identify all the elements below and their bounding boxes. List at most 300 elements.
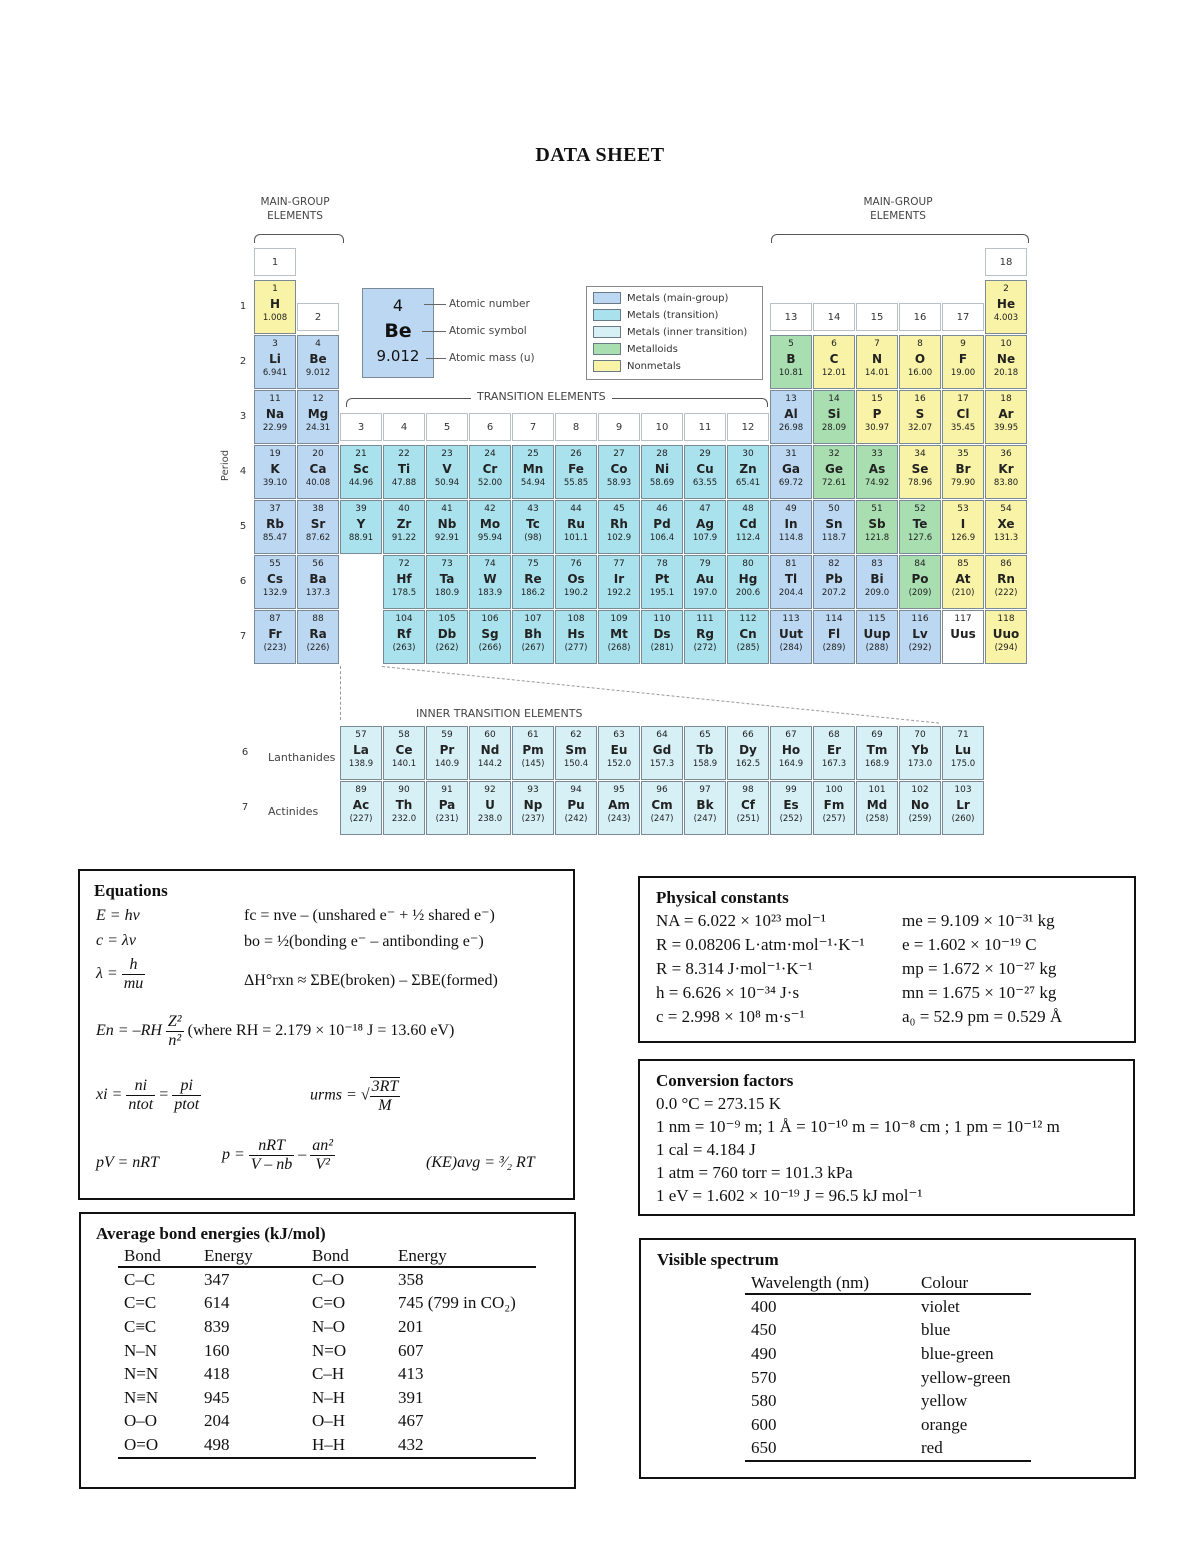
key-atomic-symbol: Be — [384, 320, 412, 342]
element-atomic-symbol: Hs — [567, 627, 585, 641]
table-cell: yellow-green — [921, 1367, 1011, 1387]
element-cell-cr — [469, 445, 511, 499]
element-atomic-symbol: Db — [437, 627, 457, 641]
element-cell-np — [512, 781, 554, 835]
element-atomic-number: 78 — [656, 559, 668, 569]
element-atomic-mass: 47.88 — [391, 478, 417, 488]
equation-lhs: λ = — [96, 965, 118, 983]
element-cell-u — [469, 781, 511, 835]
element-cell-rg — [684, 610, 726, 664]
element-atomic-symbol: Th — [395, 798, 413, 812]
element-atomic-number: 5 — [788, 339, 794, 349]
element-atomic-number: 114 — [825, 614, 843, 624]
element-atomic-symbol: Nd — [480, 743, 500, 757]
element-atomic-mass: 74.92 — [864, 478, 890, 488]
element-atomic-symbol: V — [442, 462, 452, 476]
element-atomic-symbol: Zr — [396, 517, 412, 531]
element-atomic-mass: 168.9 — [864, 759, 890, 769]
element-cell-ni — [641, 445, 683, 499]
element-atomic-mass: 30.97 — [864, 423, 890, 433]
element-atomic-number: 8 — [917, 339, 923, 349]
table-cell: 432 — [392, 1433, 536, 1458]
group-number: 11 — [684, 413, 726, 441]
element-atomic-number: 10 — [1000, 339, 1012, 349]
element-atomic-number: 63 — [613, 730, 625, 740]
element-cell-mg — [297, 390, 339, 444]
equation-kinetic-energy: (KE)avg = ³⁄₂ RT — [426, 1154, 535, 1171]
element-atomic-number: 42 — [484, 504, 496, 514]
element-atomic-number: 88 — [312, 614, 324, 624]
element-cell-n — [856, 335, 898, 389]
actinides-label: Actinides — [268, 805, 319, 818]
group-number: 6 — [469, 413, 511, 441]
constant-elementary-charge: e = 1.602 × 10⁻¹⁹ C — [902, 935, 1037, 954]
element-cell-ga — [770, 445, 812, 499]
element-atomic-number: 30 — [742, 449, 754, 459]
equation-van-der-waals — [222, 1137, 335, 1174]
element-atomic-mass: 132.9 — [262, 588, 288, 598]
element-atomic-mass: 88.91 — [348, 533, 374, 543]
table-row — [745, 1437, 1031, 1462]
element-atomic-mass: (98) — [524, 533, 542, 543]
element-atomic-mass: 112.4 — [735, 533, 761, 543]
column-header: Colour — [915, 1273, 1031, 1294]
element-atomic-mass: 101.1 — [563, 533, 589, 543]
element-atomic-symbol: Cd — [739, 517, 757, 531]
element-cell-md — [856, 781, 898, 835]
element-atomic-number: 64 — [656, 730, 668, 740]
element-atomic-number: 70 — [914, 730, 926, 740]
element-atomic-symbol: I — [960, 517, 966, 531]
legend-swatch — [593, 292, 621, 304]
table-cell: 580 — [751, 1391, 777, 1411]
equation-lhs: urms = — [310, 1086, 357, 1104]
element-atomic-number: 7 — [874, 339, 880, 349]
element-cell-ho — [770, 726, 812, 780]
element-cell-ds — [641, 610, 683, 664]
key-atomic-number: 4 — [392, 296, 404, 315]
element-atomic-number: 44 — [570, 504, 582, 514]
element-atomic-mass: 164.9 — [778, 759, 804, 769]
visible-spectrum-title: Visible spectrum — [657, 1250, 779, 1269]
element-atomic-number: 96 — [656, 785, 668, 795]
element-cell-h — [254, 280, 296, 334]
period-number: 3 — [239, 411, 247, 422]
table-cell: 650 — [745, 1437, 915, 1462]
element-atomic-mass: 121.8 — [864, 533, 890, 543]
legend-label: Nonmetals — [627, 361, 681, 372]
element-cell-co — [598, 445, 640, 499]
element-cell-hf — [383, 555, 425, 609]
element-atomic-number: 118 — [997, 614, 1015, 624]
fraction: $\frac{\text{nRT}}{V - nb}$ — [250, 1137, 293, 1173]
element-atomic-symbol: Am — [608, 798, 630, 812]
element-atomic-symbol: Zn — [739, 462, 757, 476]
element-cell-hs — [555, 610, 597, 664]
table-cell: 490 — [751, 1343, 777, 1363]
equation-ideal-gas: pV = nRT — [96, 1154, 159, 1171]
element-atomic-mass: 102.9 — [606, 533, 632, 543]
element-atomic-number: 81 — [785, 559, 797, 569]
element-cell-pb — [813, 555, 855, 609]
element-atomic-symbol: Cm — [651, 798, 673, 812]
conversion-factors-box — [638, 1059, 1135, 1216]
element-atomic-mass: (268) — [607, 643, 631, 653]
element-atomic-mass: 54.94 — [520, 478, 546, 488]
element-atomic-symbol: Hg — [738, 572, 758, 586]
element-cell-s — [899, 390, 941, 444]
element-atomic-number: 62 — [570, 730, 582, 740]
element-cell-au — [684, 555, 726, 609]
element-atomic-symbol: Se — [911, 462, 929, 476]
element-atomic-symbol: Ra — [309, 627, 327, 641]
element-atomic-number: 35 — [957, 449, 969, 459]
element-cell-mt — [598, 610, 640, 664]
element-cell-dy — [727, 726, 769, 780]
element-cell-cn — [727, 610, 769, 664]
element-cell-b — [770, 335, 812, 389]
element-cell-br — [942, 445, 984, 499]
element-atomic-mass: 39.10 — [262, 478, 288, 488]
element-atomic-symbol: Rb — [266, 517, 284, 531]
element-atomic-symbol: In — [784, 517, 798, 531]
element-atomic-mass: (243) — [607, 814, 631, 824]
element-atomic-symbol: Pm — [522, 743, 544, 757]
element-atomic-number: 21 — [355, 449, 367, 459]
element-atomic-symbol: Ca — [309, 462, 327, 476]
element-atomic-mass: 22.99 — [262, 423, 288, 433]
element-atomic-number: 41 — [441, 504, 453, 514]
element-atomic-mass: (210) — [951, 588, 975, 598]
element-atomic-symbol: Pr — [439, 743, 455, 757]
element-atomic-symbol: P — [872, 407, 882, 421]
element-atomic-symbol: Fm — [823, 798, 845, 812]
element-atomic-number: 11 — [269, 394, 281, 404]
element-cell-db — [426, 610, 468, 664]
column-header: Energy — [392, 1246, 536, 1267]
element-atomic-symbol: Ti — [397, 462, 411, 476]
element-atomic-symbol: Ba — [309, 572, 327, 586]
element-atomic-mass: (257) — [822, 814, 846, 824]
main-group-brace-right — [771, 234, 1029, 243]
element-atomic-number: 53 — [957, 504, 969, 514]
element-atomic-mass: 24.31 — [305, 423, 331, 433]
element-cell-rn — [985, 555, 1027, 609]
element-atomic-mass: (294) — [994, 643, 1018, 653]
element-atomic-number: 3 — [272, 339, 278, 349]
element-atomic-symbol: Eu — [610, 743, 628, 757]
element-atomic-symbol: Ge — [825, 462, 843, 476]
element-cell-nd — [469, 726, 511, 780]
element-atomic-number: 76 — [570, 559, 582, 569]
group-number: 15 — [856, 303, 898, 331]
element-atomic-mass: 69.72 — [778, 478, 804, 488]
element-atomic-number: 109 — [610, 614, 628, 624]
group-number: 1 — [254, 248, 296, 276]
element-atomic-number: 74 — [484, 559, 496, 569]
legend-item — [593, 343, 678, 355]
table-cell: C≡C — [124, 1316, 157, 1336]
element-atomic-number: 6 — [831, 339, 837, 349]
element-atomic-symbol: Re — [524, 572, 542, 586]
element-atomic-mass: 238.0 — [477, 814, 503, 824]
group-number: 7 — [512, 413, 554, 441]
element-atomic-number: 69 — [871, 730, 883, 740]
element-atomic-number: 48 — [742, 504, 754, 514]
element-cell-pu — [555, 781, 597, 835]
element-atomic-number: 77 — [613, 559, 625, 569]
element-atomic-number: 79 — [699, 559, 711, 569]
group-number: 2 — [297, 303, 339, 331]
element-atomic-symbol: Lr — [956, 798, 970, 812]
legend-label: Metals (inner transition) — [627, 327, 748, 338]
constant-gas-r-joule: R = 8.314 J·mol⁻¹·K⁻¹ — [656, 959, 813, 978]
element-atomic-mass: (285) — [736, 643, 760, 653]
element-cell-se — [899, 445, 941, 499]
element-atomic-number: 75 — [527, 559, 539, 569]
element-atomic-mass: (292) — [908, 643, 932, 653]
element-atomic-mass: 127.6 — [907, 533, 933, 543]
fraction: $\frac{ni}{\text{ntot}}$ — [128, 1077, 154, 1113]
inner-period-number: 7 — [241, 802, 249, 813]
group-number: 16 — [899, 303, 941, 331]
main-group-label-right: MAIN-GROUP ELEMENTS — [863, 196, 933, 222]
table-cell: C=C — [124, 1293, 157, 1313]
key-leader-line — [424, 304, 446, 305]
element-atomic-symbol: Fr — [268, 627, 282, 641]
element-atomic-symbol: W — [483, 572, 497, 586]
element-atomic-mass: (267) — [521, 643, 545, 653]
table-cell: 945 — [204, 1387, 230, 1407]
element-atomic-symbol: Ru — [567, 517, 585, 531]
element-cell-cm — [641, 781, 683, 835]
element-cell-pm — [512, 726, 554, 780]
element-atomic-mass: 16.00 — [907, 368, 933, 378]
element-cell-li — [254, 335, 296, 389]
element-atomic-number: 108 — [567, 614, 585, 624]
element-atomic-mass: (262) — [435, 643, 459, 653]
table-cell: yellow — [921, 1391, 968, 1411]
element-atomic-number: 85 — [957, 559, 969, 569]
period-number: 4 — [239, 466, 247, 477]
element-cell-ir — [598, 555, 640, 609]
element-atomic-mass: 167.3 — [821, 759, 847, 769]
element-atomic-number: 99 — [785, 785, 797, 795]
element-atomic-mass: 72.61 — [821, 478, 847, 488]
table-header-row — [118, 1246, 536, 1267]
element-cell-mo — [469, 500, 511, 554]
element-atomic-mass: 138.9 — [348, 759, 374, 769]
element-atomic-mass: 44.96 — [348, 478, 374, 488]
element-atomic-mass: 79.90 — [950, 478, 976, 488]
element-atomic-symbol: No — [910, 798, 930, 812]
element-atomic-symbol: Ta — [439, 572, 455, 586]
group-number: 13 — [770, 303, 812, 331]
element-cell-cs — [254, 555, 296, 609]
element-cell-ne — [985, 335, 1027, 389]
element-cell-os — [555, 555, 597, 609]
element-atomic-mass: (222) — [994, 588, 1018, 598]
element-cell-pa — [426, 781, 468, 835]
group-number: 12 — [727, 413, 769, 441]
element-atomic-symbol: Lu — [954, 743, 972, 757]
element-cell-tm — [856, 726, 898, 780]
element-cell-bi — [856, 555, 898, 609]
equation-planck: E = hν — [96, 907, 140, 924]
element-atomic-number: 33 — [871, 449, 883, 459]
element-atomic-mass: (242) — [564, 814, 588, 824]
constant-avogadro: NA = 6.022 × 10²³ mol⁻¹ — [656, 911, 826, 930]
element-atomic-symbol: Po — [911, 572, 929, 586]
element-atomic-symbol: Cs — [267, 572, 283, 586]
element-atomic-mass: 140.9 — [434, 759, 460, 769]
element-atomic-number: 36 — [1000, 449, 1012, 459]
inner-transition-guide — [340, 666, 341, 720]
table-row — [745, 1294, 1031, 1319]
element-atomic-number: 25 — [527, 449, 539, 459]
element-atomic-symbol: Mg — [307, 407, 329, 421]
element-atomic-number: 107 — [524, 614, 542, 624]
element-cell-th — [383, 781, 425, 835]
element-cell-tl — [770, 555, 812, 609]
table-cell: 614 — [204, 1293, 230, 1313]
element-atomic-mass: 39.95 — [993, 423, 1019, 433]
element-atomic-symbol: Mo — [479, 517, 501, 531]
element-cell-fe — [555, 445, 597, 499]
element-cell-sr — [297, 500, 339, 554]
element-cell-ra — [297, 610, 339, 664]
element-atomic-symbol: Md — [866, 798, 888, 812]
element-atomic-mass: (288) — [865, 643, 889, 653]
group-number: 17 — [942, 303, 984, 331]
table-cell: blue — [921, 1320, 951, 1340]
table-row — [745, 1389, 1031, 1413]
element-cell-he — [985, 280, 1027, 334]
element-cell-p — [856, 390, 898, 444]
element-cell-ag — [684, 500, 726, 554]
equations-title: Equations — [94, 881, 168, 900]
table-row — [745, 1319, 1031, 1343]
element-atomic-symbol: Bi — [870, 572, 884, 586]
element-cell-pt — [641, 555, 683, 609]
table-row — [118, 1410, 536, 1434]
element-atomic-number: 59 — [441, 730, 453, 740]
element-atomic-mass: 195.1 — [649, 588, 675, 598]
element-atomic-mass: 157.3 — [649, 759, 675, 769]
element-atomic-number: 82 — [828, 559, 840, 569]
element-atomic-number: 110 — [653, 614, 671, 624]
element-atomic-number: 68 — [828, 730, 840, 740]
equation-lhs: p = — [222, 1146, 245, 1164]
element-atomic-mass: 91.22 — [391, 533, 417, 543]
conversion-factors-title: Conversion factors — [656, 1071, 794, 1090]
element-atomic-symbol: Np — [523, 798, 543, 812]
element-atomic-symbol: Ag — [696, 517, 714, 531]
table-cell: blue-green — [921, 1343, 994, 1363]
element-atomic-number: 13 — [785, 394, 797, 404]
element-cell-uuo — [985, 610, 1027, 664]
element-cell-pr — [426, 726, 468, 780]
element-atomic-symbol: Y — [356, 517, 366, 531]
element-atomic-number: 24 — [484, 449, 496, 459]
element-atomic-symbol: F — [958, 352, 968, 366]
element-atomic-number: 46 — [656, 504, 668, 514]
key-atomic-mass: 9.012 — [376, 347, 420, 365]
element-atomic-mass: 87.62 — [305, 533, 331, 543]
element-atomic-number: 93 — [527, 785, 539, 795]
element-atomic-number: 84 — [914, 559, 926, 569]
key-label-mass: Atomic mass (u) — [449, 352, 535, 364]
element-atomic-symbol: Tb — [696, 743, 714, 757]
visible-spectrum-table — [745, 1273, 1031, 1462]
element-atomic-symbol: Tm — [866, 743, 888, 757]
element-atomic-symbol: Fe — [568, 462, 584, 476]
element-cell-ca — [297, 445, 339, 499]
legend-item — [593, 326, 747, 338]
element-atomic-mass: 6.941 — [262, 368, 288, 378]
element-atomic-number: 17 — [957, 394, 969, 404]
element-atomic-symbol: Sm — [565, 743, 587, 757]
element-atomic-mass: (289) — [822, 643, 846, 653]
element-atomic-symbol: Rg — [696, 627, 714, 641]
element-cell-v — [426, 445, 468, 499]
element-cell-mn — [512, 445, 554, 499]
table-row — [118, 1339, 536, 1363]
element-atomic-symbol: Tc — [526, 517, 540, 531]
element-atomic-symbol: Uut — [778, 627, 804, 641]
element-atomic-mass: (226) — [306, 643, 330, 653]
table-row — [118, 1433, 536, 1458]
table-cell: 160 — [204, 1340, 230, 1360]
element-atomic-symbol: La — [353, 743, 369, 757]
table-row — [745, 1342, 1031, 1366]
element-atomic-mass: 65.41 — [735, 478, 761, 488]
element-atomic-symbol: N — [871, 352, 883, 366]
element-atomic-number: 112 — [739, 614, 757, 624]
period-number: 2 — [239, 356, 247, 367]
element-atomic-mass: 173.0 — [907, 759, 933, 769]
element-atomic-mass: (247) — [650, 814, 674, 824]
period-number: 6 — [239, 576, 247, 587]
element-atomic-mass: 20.18 — [993, 368, 1019, 378]
element-atomic-mass: 190.2 — [563, 588, 589, 598]
visible-spectrum-box — [639, 1238, 1136, 1479]
element-atomic-symbol: Kr — [998, 462, 1014, 476]
element-atomic-number: 90 — [398, 785, 410, 795]
element-atomic-mass: 58.69 — [649, 478, 675, 488]
element-cell-fm — [813, 781, 855, 835]
element-cell-uut — [770, 610, 812, 664]
element-atomic-symbol: Mn — [522, 462, 544, 476]
element-cell-es — [770, 781, 812, 835]
element-atomic-symbol: Ho — [781, 743, 801, 757]
element-atomic-mass: 118.7 — [821, 533, 847, 543]
element-atomic-mass: 158.9 — [692, 759, 718, 769]
element-atomic-mass: (263) — [392, 643, 416, 653]
element-cell-na — [254, 390, 296, 444]
element-cell-tb — [684, 726, 726, 780]
inner-period-number: 6 — [241, 747, 249, 758]
element-atomic-number: 106 — [481, 614, 499, 624]
element-atomic-number: 56 — [312, 559, 324, 569]
element-atomic-symbol: Uup — [863, 627, 891, 641]
element-atomic-symbol: H — [269, 297, 281, 311]
element-atomic-mass: (209) — [908, 588, 932, 598]
element-atomic-mass: 40.08 — [305, 478, 331, 488]
element-atomic-mass: (272) — [693, 643, 717, 653]
equation-bond-order: bo = ½(bonding e⁻ – antibonding e⁻) — [244, 933, 484, 950]
element-cell-gd — [641, 726, 683, 780]
